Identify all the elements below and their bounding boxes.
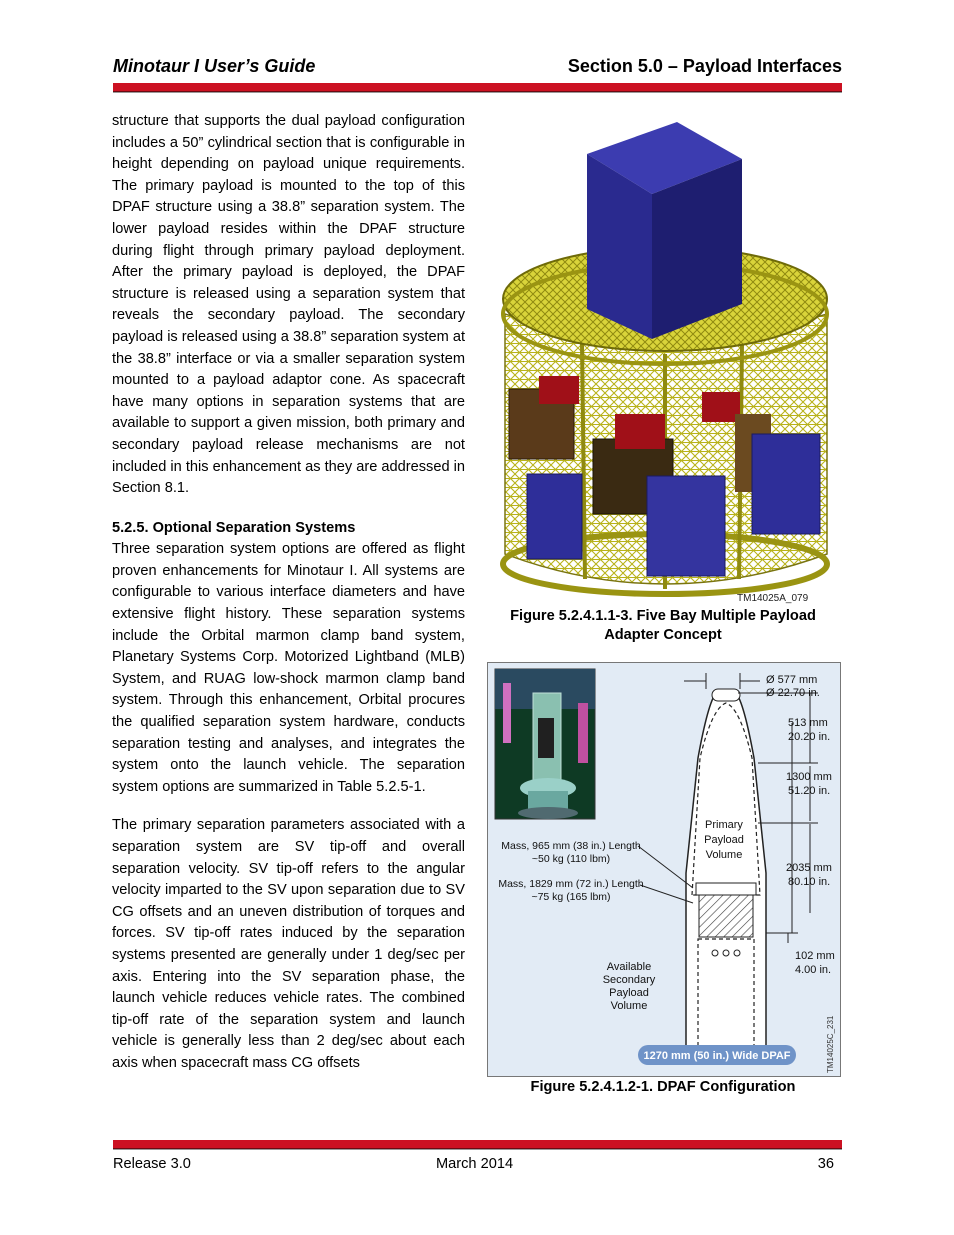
paragraph-dpaf: structure that supports the dual payload configuration includes a 50” cylindrical section that is configurable in height depending on payload unique requirements. The primary payload is mounted to the top of this DPAF structure using a 38.8” separation system. The lower payload resides within the DPAF structure during flight through primary payload deployment. After the primary payload is deployed, the DPAF structure is released using a separation system that reveals the secondary payload. The secondary payload is released using a 38.8” separation system at the 38.8” interface or via a smaller separation system mounted to a payload adaptor cone. As spacecraft have many options in separation systems that are available to support a given mission, both primary and secondary payload release mechanisms are not included in this enhancement as they are addressed in Section 8.1. bbox=[112, 113, 465, 497]
dpaf-diagram bbox=[488, 663, 840, 1076]
mass1-label-b: ~50 kg (110 lbm) bbox=[531, 853, 611, 865]
dim-513-mm: 513 mm bbox=[788, 717, 828, 729]
mass2-label-a: Mass, 1829 mm (72 in.) Length bbox=[498, 878, 644, 890]
dpaf-photo bbox=[495, 669, 595, 819]
dim-102-mm: 102 mm bbox=[795, 950, 835, 962]
figure1-caption-line1: Figure 5.2.4.1.1-3. Five Bay Multiple Payload bbox=[510, 608, 816, 624]
section-title: Section 5.0 – Payload Interfaces bbox=[567, 56, 842, 76]
footer-release: Release 3.0 bbox=[113, 1156, 191, 1172]
dim-1300-in: 51.20 in. bbox=[788, 785, 831, 797]
header-rule bbox=[113, 83, 842, 92]
section-heading: 5.2.5. Optional Separation Systems bbox=[112, 519, 356, 536]
secondary-volume-label-3: Payload bbox=[609, 987, 649, 999]
payload-red-left bbox=[539, 376, 579, 404]
page-number: 36 bbox=[817, 1156, 834, 1172]
figure1-caption-line2: Adapter Concept bbox=[604, 627, 722, 643]
footer-rule bbox=[113, 1140, 842, 1149]
width-label: 1270 mm (50 in.) Wide DPAF bbox=[643, 1050, 791, 1062]
payload-blue-right bbox=[752, 434, 820, 534]
paragraph-separation-options: Three separation system options are offered as flight proven enhancements for Minotaur I. All systems are configurable to various interface diameters and have extensive flight history. These separation systems include the Orbital marmon clamp band system, Planetary Systems Corp. Motorized Lightband (MLB) System, and RUAG low-shock marmon clamp band system. Through this enhancement, Orbital procures the qualified separation system hardware, conducts separation testing and analyses, and integrates the system onto the launch vehicle. The separation system options are summarized in Table 5.2.5-1. bbox=[112, 541, 465, 795]
mass2-label-b: ~75 kg (165 lbm) bbox=[531, 891, 611, 903]
payload-blue-left bbox=[527, 474, 582, 559]
payload-red-center bbox=[615, 414, 665, 449]
figure1-tag: TM14025A_079 bbox=[737, 593, 809, 604]
secondary-volume-label-1: Available bbox=[606, 961, 652, 973]
dim-2035-mm: 2035 mm bbox=[786, 862, 832, 874]
dim-diameter-mm: Ø 577 mm bbox=[766, 674, 818, 686]
dim-2035-in: 80.10 in. bbox=[788, 876, 831, 888]
primary-volume-label-3: Volume bbox=[705, 849, 743, 861]
figure2-caption: Figure 5.2.4.1.2-1. DPAF Configuration bbox=[530, 1079, 796, 1095]
dim-diameter-in: Ø 22.70 in. bbox=[766, 687, 820, 699]
paragraph-separation-parameters: The primary separation parameters associated with a separation system are SV tip-off and overall separation velocity. SV tip-off refers to the angular velocity imparted to the SV upon separation due to SV CG offsets and an uneven distribution of torques and forces. SV tip-off rates induced by the separation systems presented are generally under 1 deg/sec per axis. Entering into the SV separation phase, the launch vehicle reduces vehicle rates. The combined tip-off rate of the separation system and launch vehicle is generally less than 2 deg/sec about each axis when spacecraft mass CG offsets bbox=[112, 817, 465, 1071]
payload-red-right bbox=[702, 392, 740, 422]
five-bay-adapter-illustration bbox=[497, 114, 837, 608]
footer-date: March 2014 bbox=[436, 1156, 514, 1172]
secondary-volume-label-2: Secondary bbox=[602, 974, 656, 986]
secondary-volume-label-4: Volume bbox=[610, 1000, 648, 1012]
payload-adapter bbox=[699, 895, 753, 937]
payload-blue-center bbox=[647, 476, 725, 576]
dim-102-in: 4.00 in. bbox=[795, 964, 832, 976]
document-title: Minotaur I User’s Guide bbox=[113, 56, 316, 76]
primary-volume-label-1: Primary bbox=[705, 819, 743, 831]
primary-volume-label-2: Payload bbox=[704, 834, 744, 846]
dim-1300-mm: 1300 mm bbox=[786, 771, 832, 783]
figure2-tag: TM14025C_231 bbox=[826, 1015, 835, 1073]
figure1-caption bbox=[489, 607, 837, 645]
mass1-label-a: Mass, 965 mm (38 in.) Length bbox=[501, 840, 641, 852]
dim-513-in: 20.20 in. bbox=[788, 731, 831, 743]
body-text-column bbox=[112, 111, 465, 1075]
dpaf-configuration-figure bbox=[487, 662, 841, 1077]
